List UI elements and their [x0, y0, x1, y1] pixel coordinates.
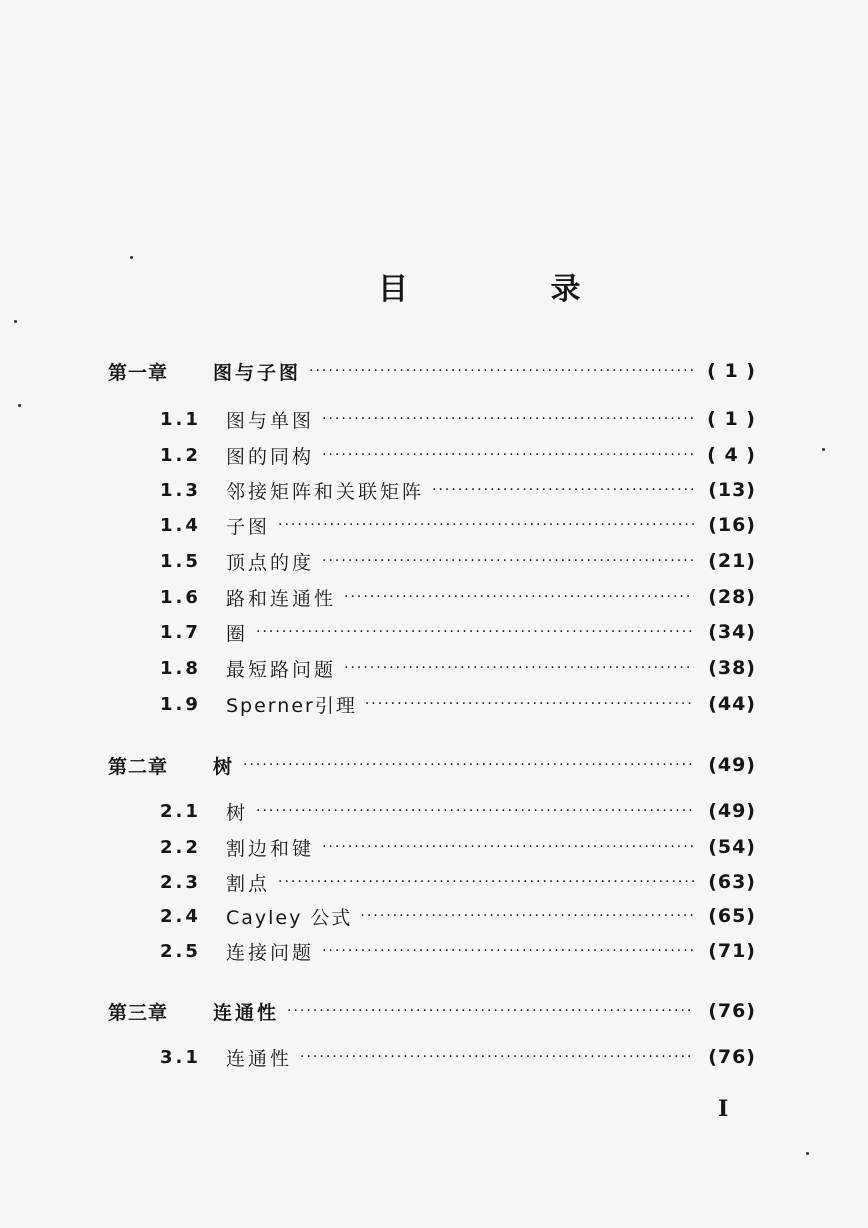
- leader-dots: [287, 994, 694, 1028]
- leader-dots: [322, 830, 694, 864]
- toc-entry: [160, 544, 756, 578]
- section-title: 割点: [226, 872, 271, 895]
- page-number: (49): [708, 800, 756, 822]
- section-number: 2.4: [160, 905, 201, 927]
- leader-dots: [360, 899, 694, 933]
- page-number: (49): [708, 754, 756, 776]
- chapter-label: 第一章: [108, 361, 169, 384]
- page-number: (54): [708, 836, 756, 858]
- leader-dots: [309, 354, 694, 388]
- section-number: 2.3: [160, 871, 201, 893]
- toc-entry: [160, 687, 756, 721]
- toc-entry: [160, 615, 756, 649]
- toc-chapter-2: [108, 748, 756, 782]
- leader-dots: [300, 1040, 694, 1074]
- section-title: 最短路问题: [226, 658, 337, 681]
- section-number: 1.7: [160, 621, 201, 643]
- section-number: 2.5: [160, 940, 201, 962]
- section-number: 1.3: [160, 479, 201, 501]
- toc-chapter-1: [108, 354, 756, 388]
- section-title: 割边和键: [226, 837, 315, 860]
- chapter-title: 图与子图: [213, 361, 302, 384]
- section-title: 连接问题: [226, 941, 315, 964]
- leader-dots: [256, 615, 694, 649]
- section-title: 树: [226, 801, 249, 824]
- leader-dots: [278, 508, 694, 542]
- toc-entry: [160, 473, 756, 507]
- section-title: 圈: [226, 622, 249, 645]
- section-title: 连通性: [226, 1047, 293, 1070]
- page-number: ( 1 ): [707, 408, 756, 430]
- toc-entry: [160, 794, 756, 828]
- section-title: Cayley 公式: [226, 906, 353, 929]
- page-number: (13): [708, 479, 756, 501]
- page-number: (34): [708, 621, 756, 643]
- leader-dots: [278, 865, 694, 899]
- section-number: 1.1: [160, 408, 201, 430]
- scan-speck: [14, 320, 17, 323]
- chapter-title: 连通性: [213, 1001, 280, 1024]
- toc-entry: [160, 508, 756, 542]
- section-number: 3.1: [160, 1046, 201, 1068]
- leader-dots: [432, 473, 694, 507]
- section-number: 2.1: [160, 800, 201, 822]
- leader-dots: [322, 438, 694, 472]
- toc-entry: [160, 580, 756, 614]
- toc-entry: [160, 438, 756, 472]
- toc-entry: [160, 651, 756, 685]
- toc-chapter-3: [108, 994, 756, 1028]
- section-number: 1.8: [160, 657, 201, 679]
- toc-entry: [160, 1040, 756, 1074]
- leader-dots: [322, 544, 694, 578]
- section-title: 路和连通性: [226, 587, 337, 610]
- page-number: (21): [708, 550, 756, 572]
- page-number: ( 1 ): [707, 360, 756, 382]
- leader-dots: [322, 934, 694, 968]
- page-folio: I: [718, 1096, 729, 1122]
- chapter-label: 第三章: [108, 1001, 169, 1024]
- page-number: ( 4 ): [707, 444, 756, 466]
- leader-dots: [243, 748, 694, 782]
- scan-speck: [18, 404, 21, 407]
- leader-dots: [256, 794, 694, 828]
- page-number: (76): [708, 1000, 756, 1022]
- page-number: (76): [708, 1046, 756, 1068]
- page-number: (16): [708, 514, 756, 536]
- leader-dots: [344, 651, 694, 685]
- scan-speck: [806, 1152, 809, 1155]
- page-number: (38): [708, 657, 756, 679]
- page-title: 目 录: [378, 272, 647, 307]
- section-title: 图的同构: [226, 445, 315, 468]
- section-title: 子图: [226, 515, 271, 538]
- toc-entry: [160, 934, 756, 968]
- chapter-label: 第二章: [108, 755, 169, 778]
- page-number: (65): [708, 905, 756, 927]
- section-number: 1.4: [160, 514, 201, 536]
- scan-speck: [130, 256, 133, 259]
- leader-dots: [344, 580, 694, 614]
- section-title: 顶点的度: [226, 551, 315, 574]
- page-number: (28): [708, 586, 756, 608]
- page-number: (63): [708, 871, 756, 893]
- toc-entry: [160, 830, 756, 864]
- section-number: 1.9: [160, 693, 201, 715]
- section-title: 邻接矩阵和关联矩阵: [226, 480, 425, 503]
- section-number: 2.2: [160, 836, 201, 858]
- page-number: (71): [708, 940, 756, 962]
- section-number: 1.6: [160, 586, 201, 608]
- toc-entry: [160, 402, 756, 436]
- leader-dots: [322, 402, 694, 436]
- section-number: 1.5: [160, 550, 201, 572]
- chapter-title: 树: [213, 755, 236, 778]
- leader-dots: [365, 687, 694, 721]
- toc-entry: [160, 865, 756, 899]
- section-title: Sperner引理: [226, 694, 357, 717]
- toc-entry: [160, 899, 756, 933]
- section-number: 1.2: [160, 444, 201, 466]
- page-number: (44): [708, 693, 756, 715]
- scan-speck: [822, 448, 825, 451]
- section-title: 图与单图: [226, 409, 315, 432]
